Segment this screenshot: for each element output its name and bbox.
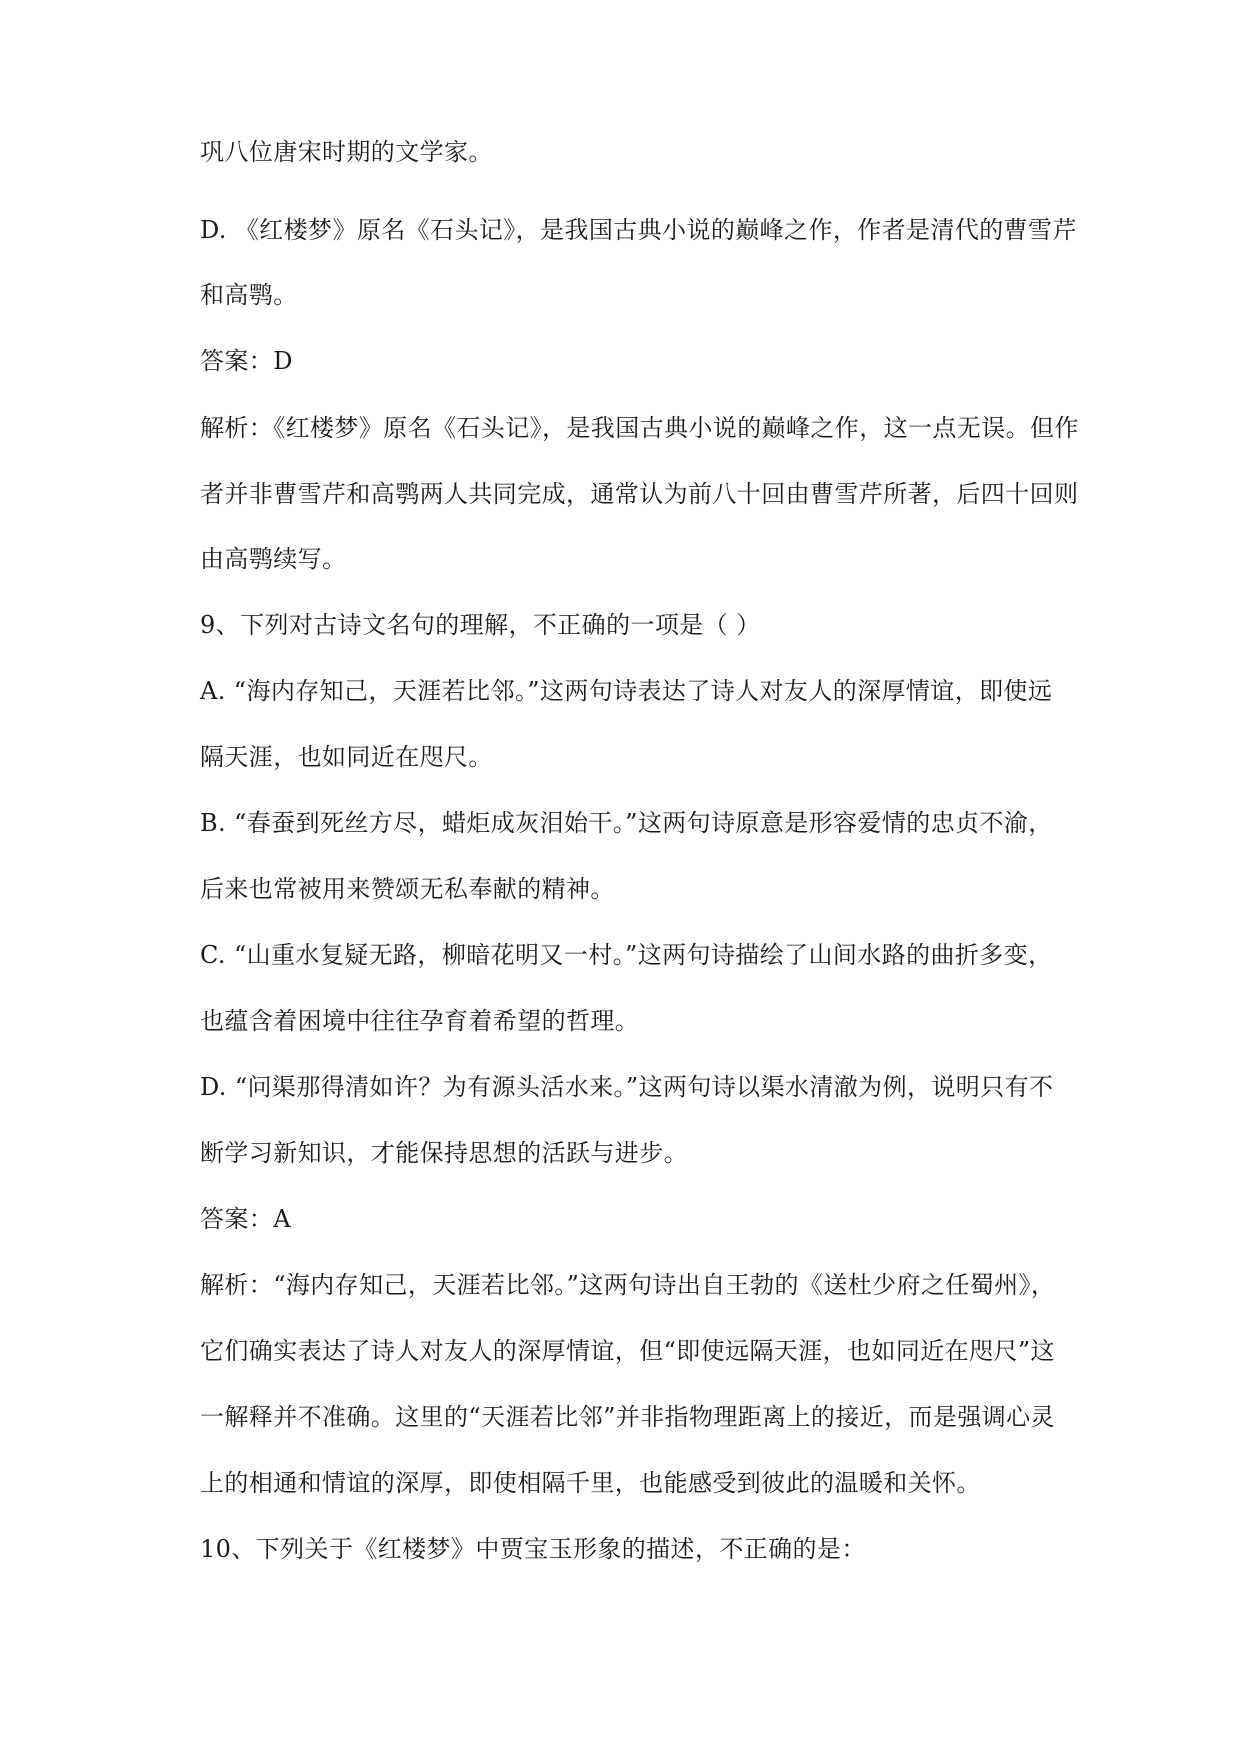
option-d-line-2: 和高鹗。 [200, 281, 298, 309]
answer-line-2: 答案：A [200, 1205, 291, 1233]
analysis2-line-1: 解析：“海内存知己，天涯若比邻。”这两句诗出自王勃的《送杜少府之任蜀州》， [200, 1271, 1056, 1299]
question-9-title: 9、下列对古诗文名句的理解，不正确的一项是（ ） [200, 611, 761, 639]
option-d2-line-2: 断学习新知识，才能保持思想的活跃与进步。 [200, 1139, 688, 1167]
option-c-line-2: 也蕴含着困境中往往孕育着希望的哲理。 [200, 1007, 640, 1035]
answer-line: 答案：D [200, 347, 293, 375]
option-d-line-1: D. 《红楼梦》原名《石头记》，是我国古典小说的巅峰之作，作者是清代的曹雪芹 [200, 216, 1077, 244]
analysis2-line-4: 上的相通和情谊的深厚，即使相隔千里，也能感受到彼此的温暖和关怀。 [200, 1469, 981, 1497]
text-line-1: 巩八位唐宋时期的文学家。 [200, 138, 493, 166]
option-a-line-1: A. “海内存知己，天涯若比邻。”这两句诗表达了诗人对友人的深厚情谊，即使远 [200, 677, 1053, 705]
analysis-line-1: 解析：《红楼梦》原名《石头记》，是我国古典小说的巅峰之作，这一点无误。但作 [200, 414, 1079, 442]
question-10-title: 10、下列关于《红楼梦》中贾宝玉形象的描述，不正确的是： [200, 1535, 866, 1563]
analysis2-line-3: 一解释并不准确。这里的“天涯若比邻”并非指物理距离上的接近，而是强调心灵 [200, 1403, 1055, 1431]
analysis-line-3: 由高鹗续写。 [200, 545, 347, 573]
option-d2-line-1: D. “问渠那得清如许？为有源头活水来。”这两句诗以渠水清澈为例，说明只有不 [200, 1073, 1054, 1101]
option-b-line-2: 后来也常被用来赞颂无私奉献的精神。 [200, 875, 615, 903]
analysis-line-2: 者并非曹雪芹和高鹗两人共同完成，通常认为前八十回由曹雪芹所著，后四十回则 [200, 480, 1079, 508]
option-c-line-1: C. “山重水复疑无路，柳暗花明又一村。”这两句诗描绘了山间水路的曲折多变， [200, 941, 1053, 969]
option-a-line-2: 隔天涯，也如同近在咫尺。 [200, 743, 493, 771]
option-b-line-1: B. “春蚕到死丝方尽，蜡炬成灰泪始干。”这两句诗原意是形容爱情的忠贞不渝， [200, 809, 1053, 837]
analysis2-line-2: 它们确实表达了诗人对友人的深厚情谊，但“即使远隔天涯，也如同近在咫尺”这 [200, 1337, 1055, 1365]
